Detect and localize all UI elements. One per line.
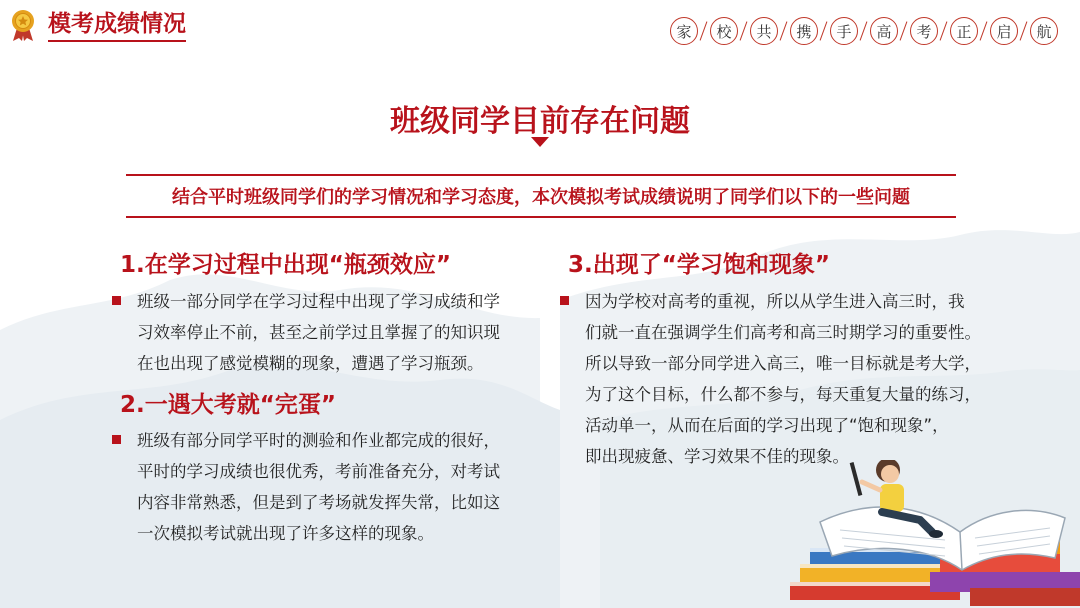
subtitle-bar (126, 174, 956, 218)
slogan-divider (1018, 22, 1030, 40)
slogan-char: 高 (870, 17, 898, 45)
section-heading-saturation: 3.出现了“学习饱和现象” (568, 252, 830, 278)
down-arrow-icon (531, 137, 549, 147)
bullet-line: 内容非常熟悉，但是到了考场就发挥失常，比如这 (137, 493, 500, 512)
slogan-divider (738, 22, 750, 40)
section-heading-bottleneck: 1.在学习过程中出现“瓶颈效应” (120, 252, 451, 278)
slogan-divider (818, 22, 830, 40)
slogan-divider (778, 22, 790, 40)
student-reading-on-books-illustration (780, 460, 1080, 608)
slogan-divider (858, 22, 870, 40)
main-title: 班级同学目前存在问题 (390, 104, 690, 139)
bullet-line: 为了这个目标，什么都不参与，每天重复大量的练习， (585, 385, 981, 404)
subtitle-text: 结合平时班级同学们的学习情况和学习态度，本次模拟考试成绩说明了同学们以下的一些问题 (172, 187, 910, 208)
bullet-line: 一次模拟考试就出现了许多这样的现象。 (137, 524, 434, 543)
bullet-line: 因为学校对高考的重视，所以从学生进入高三时，我 (585, 292, 965, 311)
slogan-char: 家 (670, 17, 698, 45)
bullet-text (585, 286, 981, 472)
slogan-divider (898, 22, 910, 40)
header-title-group (8, 8, 186, 42)
bullet-line: 在也出现了感觉模糊的现象，遭遇了学习瓶颈。 (137, 354, 484, 373)
bullet-line: 班级一部分同学在学习过程中出现了学习成绩和学 (137, 292, 500, 311)
slogan-char: 航 (1030, 17, 1058, 45)
slogan-char: 启 (990, 17, 1018, 45)
bullet-line: 们就一直在强调学生们高考和高三时期学习的重要性。 (585, 323, 981, 342)
slogan-divider (698, 22, 710, 40)
slogan-char: 共 (750, 17, 778, 45)
medal-icon (8, 8, 38, 42)
bullet-line: 即出现疲惫、学习效果不佳的现象。 (585, 447, 849, 466)
bullet-square-icon (112, 435, 121, 444)
bullet-square-icon (112, 296, 121, 305)
bullet-line: 活动单一，从而在后面的学习出现了“饱和现象”， (585, 416, 949, 435)
bullet-item-exam-anxiety (112, 425, 500, 549)
bullet-item-saturation (560, 286, 981, 472)
bullet-text (137, 286, 500, 379)
slogan-char: 携 (790, 17, 818, 45)
bullet-line: 班级有部分同学平时的测验和作业都完成的很好， (137, 431, 500, 450)
bullet-item-bottleneck (112, 286, 500, 379)
bullet-square-icon (560, 296, 569, 305)
slogan-char: 考 (910, 17, 938, 45)
bullet-line: 所以导致一部分同学进入高三，唯一目标就是考大学， (585, 354, 981, 373)
bullet-text (137, 425, 500, 549)
section-heading-exam-anxiety: 2.一遇大考就“完蛋” (120, 392, 336, 418)
slogan-bar (670, 17, 1058, 45)
bullet-line: 平时的学习成绩也很优秀，考前准备充分，对考试 (137, 462, 500, 481)
slogan-char: 校 (710, 17, 738, 45)
bullet-line: 习效率停止不前，甚至之前学过且掌握了的知识现 (137, 323, 500, 342)
page-title: 模考成绩情况 (48, 9, 186, 42)
slogan-divider (978, 22, 990, 40)
slogan-char: 手 (830, 17, 858, 45)
slogan-divider (938, 22, 950, 40)
slogan-char: 正 (950, 17, 978, 45)
